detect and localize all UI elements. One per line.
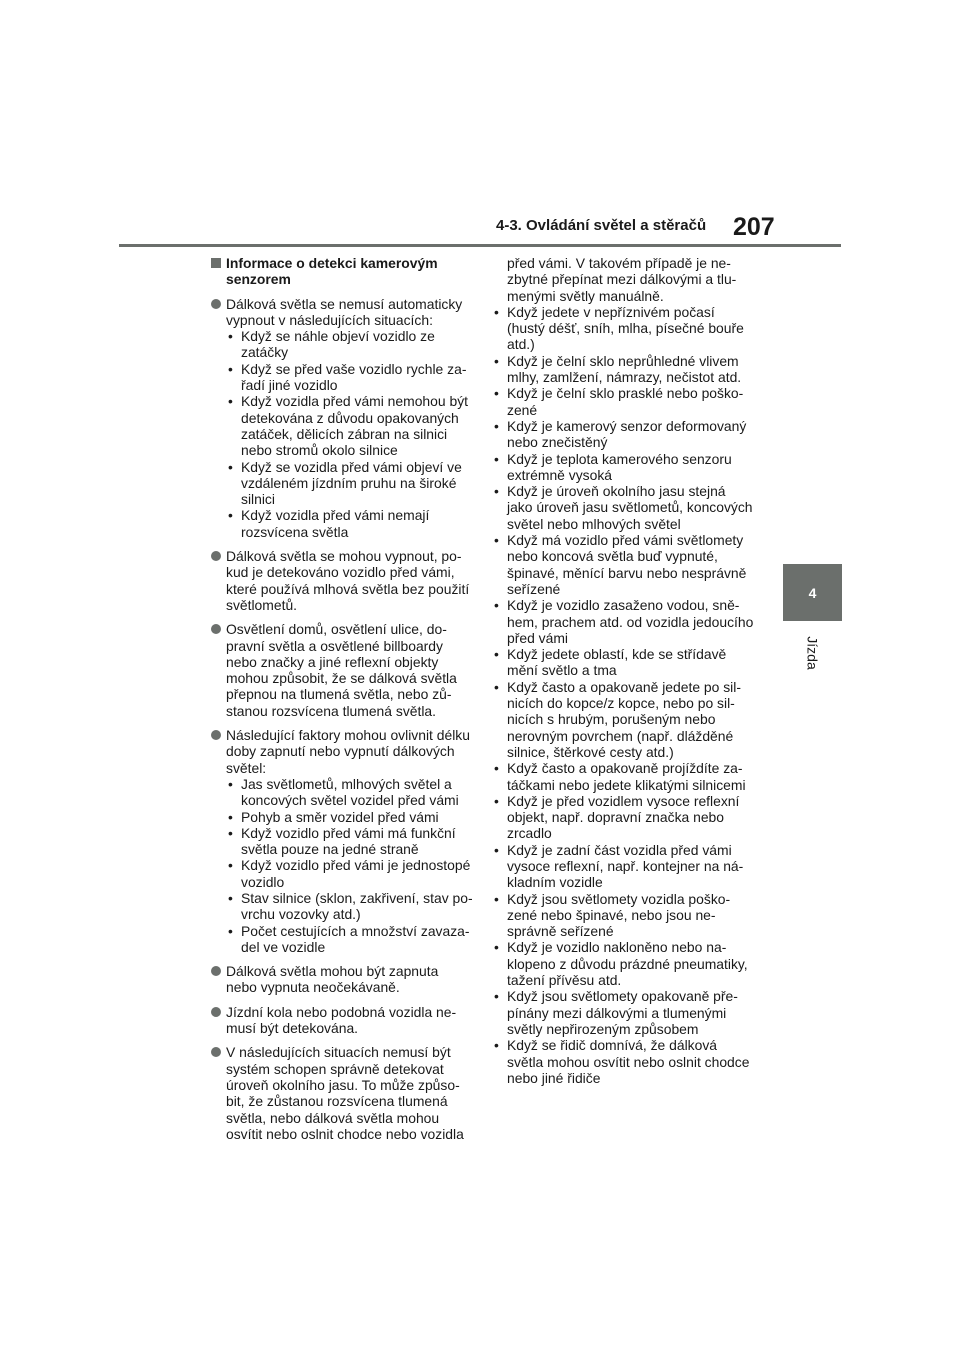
right-column (492, 255, 754, 1086)
list-item: • Stav silnice (sklon, zakřivení, stav povrchu vozovky atd.) (226, 890, 473, 923)
circle-bullet-icon (211, 624, 221, 634)
paragraph-text: Dálková světla se nemusí automaticky vypnout v následujících situacích: (226, 295, 463, 328)
list-item: • Pohyb a směr vozidel před vámi (226, 809, 473, 825)
section-title: 4-3. Ovládání světel a stěračů (496, 217, 707, 234)
list-item: • Když často a opakovaně jedete po silnicích do kopce/z kopce, nebo po silnicích s hrubým, porušeným nebo nerovným povrchem (např. dlážděné silnice, štěrkové cesty atd.) (492, 679, 754, 760)
list-item: • Když se řidič domnívá, že dálková světla mohou osvítit nebo oslnit chodce nebo jiné řidiče (492, 1037, 754, 1086)
paragraph-text: Jízdní kola nebo podobná vozidla nemusí být detekována. (226, 1003, 457, 1037)
paragraph-7 (211, 1044, 473, 1142)
bullet-list (226, 328, 473, 540)
list-item: • Počet cestujících a množství zavazadel ve vozidle (226, 923, 473, 956)
list-item: • Když vozidla před vámi nemají rozsvícena světla (226, 507, 473, 540)
paragraph-text: Dálková světla se mohou vypnout, pokud je detekováno vozidlo před vámi, které používá mlhová světla bez použití světlometů. (226, 548, 470, 613)
list-item: • Když je před vozidlem vysoce reflexní objekt, např. dopravní značka nebo zrcadlo (492, 793, 754, 842)
list-item: • Když je čelní sklo prasklé nebo poškozené (492, 385, 754, 418)
list-item: • Když jedete oblastí, kde se střídavě mění světlo a tma (492, 646, 754, 679)
list-item: • Když je teplota kamerového senzoru extrémně vysoká (492, 451, 754, 484)
list-item: • Když jsou světlomety opakovaně přepínány mezi dálkovými a tlumenými světly nepřirozeným způsobem (492, 988, 754, 1037)
circle-bullet-icon (211, 966, 221, 976)
left-column (211, 255, 473, 1150)
chapter-number: 4 (808, 584, 817, 601)
list-item: • Když je vozidlo zasaženo vodou, sněhem, prachem atd. od vozidla jedoucího před vámi (492, 597, 754, 646)
list-item: • Když jedete v nepříznivém počasí (hustý déšť, sníh, mlha, písečné bouře atd.) (492, 304, 754, 353)
list-item: • Když má vozidlo před vámi světlomety nebo koncová světla buď vypnuté, špinavé, měnící barvu nebo nesprávně seřízené (492, 532, 754, 597)
circle-bullet-icon (211, 730, 221, 740)
page-number: 207 (733, 213, 775, 241)
paragraph-1 (211, 296, 473, 540)
paragraph-6 (211, 1004, 473, 1037)
circle-bullet-icon (211, 299, 221, 309)
chapter-label (797, 632, 829, 674)
paragraph-3 (211, 621, 473, 719)
list-item: • Když se vozidla před vámi objeví ve vzdáleném jízdním pruhu na široké silnici (226, 459, 473, 508)
section-heading-text: Informace o detekci kamerovým senzorem (226, 255, 438, 288)
bullet-list (492, 304, 754, 1086)
list-item: • Když často a opakovaně projíždíte zatáčkami nebo jedete klikatými silnicemi (492, 760, 754, 793)
continuation-text: před vámi. V takovém případě je nezbytné přepínat mezi dálkovými a tlumenými světly manuálně. (507, 255, 737, 304)
paragraph-text: V následujících situacích nemusí být systém schopen správně detekovat úroveň okolního jasu. To může způsobit, že zůstanou rozsvícena tlumená světla, nebo dálková světla mohou osvítit nebo oslnit chodce nebo vozidla (226, 1044, 464, 1142)
paragraph-5 (211, 963, 473, 996)
list-item: • Když je kamerový senzor deformovaný nebo znečistěný (492, 418, 754, 451)
paragraph-4 (211, 727, 473, 955)
bullet-list (226, 776, 473, 955)
circle-bullet-icon (211, 1007, 221, 1017)
header-divider (119, 244, 841, 247)
list-item: • Když vozidlo před vámi má funkční světla pouze na jedné straně (226, 825, 473, 858)
square-bullet-icon (211, 258, 221, 268)
list-item: • Když je úroveň okolního jasu stejná jako úroveň jasu světlometů, koncových světel nebo mlhových světel (492, 483, 754, 532)
circle-bullet-icon (211, 1047, 221, 1057)
list-item: • Když je zadní část vozidla před vámi vysoce reflexní, např. kontejner na nákladním vozidle (492, 842, 754, 891)
list-item: • Když se náhle objeví vozidlo ze zatáčky (226, 328, 473, 361)
chapter-title: Jízda (805, 636, 821, 670)
paragraph-text: Osvětlení domů, osvětlení ulice, dopravní světla a osvětlené billboardy nebo značky a jiné reflexní objekty mohou způsobit, že se dálková světla přepnou na tlumená světla, nebo zůstanou rozsvícena tlumená světla. (226, 621, 457, 719)
chapter-tab (783, 564, 842, 621)
paragraph-text: Dálková světla mohou být zapnuta nebo vypnuta neočekávaně. (226, 963, 439, 996)
list-item: • Když se před vaše vozidlo rychle zařadí jiné vozidlo (226, 361, 473, 394)
list-item: • Jas světlometů, mlhových světel a koncových světel vozidel před vámi (226, 776, 473, 809)
list-item: • Když je vozidlo nakloněno nebo naklopeno z důvodu prázdné pneumatiky, tažení přívěsu atd. (492, 939, 754, 988)
paragraph-2 (211, 548, 473, 613)
section-heading (211, 255, 473, 288)
paragraph-text: Následující faktory mohou ovlivnit délku doby zapnutí nebo vypnutí dálkových světel: (226, 727, 470, 776)
list-item: • Když jsou světlomety vozidla poškozené nebo špinavé, nebo jsou nesprávně seřízené (492, 891, 754, 940)
circle-bullet-icon (211, 551, 221, 561)
list-item: • Když je čelní sklo neprůhledné vlivem mlhy, zamlžení, námrazy, nečistot atd. (492, 353, 754, 386)
list-item: • Když vozidlo před vámi je jednostopé vozidlo (226, 857, 473, 890)
list-item: • Když vozidla před vámi nemohou být detekována z důvodu opakovaných zatáček, dělicích zábran na silnici nebo stromů okolo silnice (226, 393, 473, 458)
